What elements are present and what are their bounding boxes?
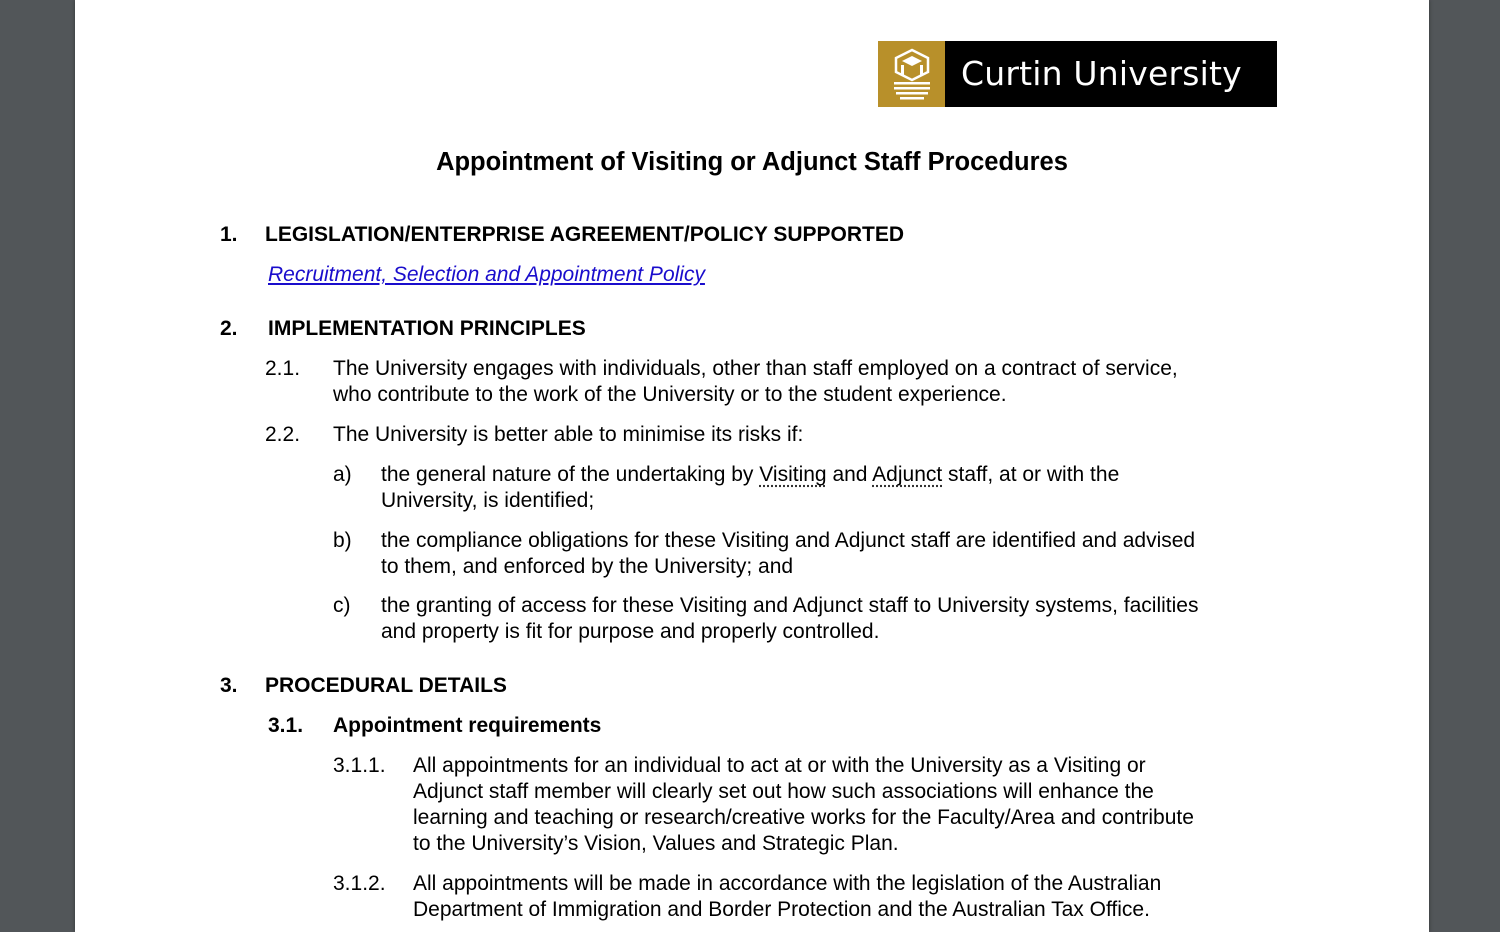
subitem-text-line: to them, and enforced by the University; and [381,555,794,578]
item-text-line: Adjunct staff member will clearly set out how such associations will enhance the [413,780,1154,803]
text-segment: staff, at or with the [942,463,1120,486]
item-number: 3.1.2. [333,872,386,895]
item-number: 2.1. [265,357,301,380]
section-heading: IMPLEMENTATION PRINCIPLES [268,317,586,340]
university-logo [878,41,1277,107]
item-text-line: The University is better able to minimise its risks if: [333,423,804,446]
subitem-label: c) [333,594,351,617]
item-text-line: All appointments will be made in accordance with the legislation of the Australian [413,872,1162,895]
subsection-heading: Appointment requirements [333,714,602,737]
item-number: 3.1.1. [333,754,386,777]
subsection-number: 3.1. [268,714,304,737]
crest-icon [878,41,945,107]
section-heading: LEGISLATION/ENTERPRISE AGREEMENT/POLICY SUPPORTED [265,223,905,246]
logo-text: Curtin University [945,41,1277,107]
subitem-text-line [381,462,1119,488]
spelling-flag-word: Visiting [759,463,827,486]
section-heading: PROCEDURAL DETAILS [265,674,507,697]
item-number: 2.2. [265,423,301,446]
subitem-label: b) [333,529,352,552]
document-page [75,0,1429,932]
text-segment: the general nature of the undertaking by [381,463,760,486]
section-number: 3. [220,674,238,697]
item-text-line: The University engages with individuals, other than staff employed on a contract of service, [333,357,1178,380]
subitem-label: a) [333,463,352,486]
policy-link[interactable]: Recruitment, Selection and Appointment Policy [268,263,705,286]
text-segment: and [826,463,873,486]
item-text-line: learning and teaching or research/creative works for the Faculty/Area and contribute [413,806,1194,829]
subitem-text-line: the granting of access for these Visiting and Adjunct staff to University systems, facilities [381,594,1199,617]
document-title: Appointment of Visiting or Adjunct Staff Procedures [436,148,1068,176]
subitem-text-line: and property is fit for purpose and properly controlled. [381,620,880,643]
item-text-line: who contribute to the work of the University or to the student experience. [333,383,1007,406]
item-text-line: All appointments for an individual to act at or with the University as a Visiting or [413,754,1146,777]
spelling-flag-word: Adjunct [872,463,943,486]
section-number: 1. [220,223,238,246]
section-number: 2. [220,317,238,340]
item-text-line: to the University’s Vision, Values and Strategic Plan. [413,832,899,855]
subitem-text-line: the compliance obligations for these Visiting and Adjunct staff are identified and advised [381,529,1196,552]
subitem-text-line: University, is identified; [381,489,595,512]
item-text-line: Department of Immigration and Border Protection and the Australian Tax Office. [413,898,1150,921]
